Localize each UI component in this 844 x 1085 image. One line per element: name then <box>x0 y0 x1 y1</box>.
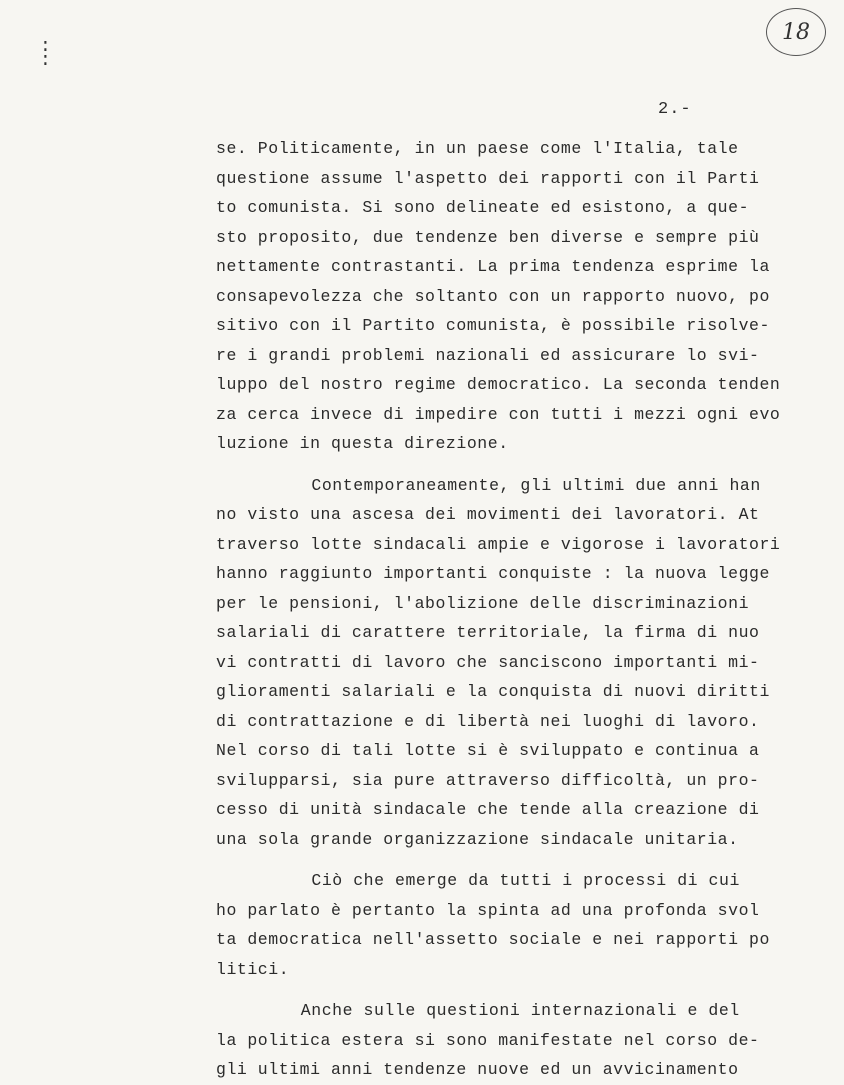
text-line: se. Politicamente, in un paese come l'Italia, tale <box>216 139 739 158</box>
paragraph <box>216 471 781 855</box>
archive-stamp <box>766 8 826 56</box>
text-line: una sola grande organizzazione sindacale unitaria. <box>216 829 739 849</box>
text-line: hanno raggiunto importanti conquiste : la nuova legge <box>216 564 770 583</box>
text-line: questione assume l'aspetto dei rapporti con il Parti <box>216 168 760 188</box>
body-text <box>216 134 781 1085</box>
text-line: glioramenti salariali e la conquista di nuovi diritti <box>216 682 770 701</box>
text-line: Ciò che emerge da tutti i processi di cui <box>311 871 740 890</box>
text-line: re i grandi problemi nazionali ed assicurare lo svi- <box>216 345 760 365</box>
text-line: cesso di unità sindacale che tende alla creazione di <box>216 800 760 819</box>
text-line: za cerca invece di impedire con tutti i mezzi ogni evo <box>216 404 781 424</box>
text-line: to comunista. Si sono delineate ed esistono, a que- <box>216 198 750 217</box>
text-line: per le pensioni, l'abolizione delle discriminazioni <box>216 593 750 613</box>
text-line: Anche sulle questioni internazionali e del <box>300 1001 740 1020</box>
text-line: sto proposito, due tendenze ben diverse e sempre più <box>216 227 760 247</box>
text-line: luzione in questa direzione. <box>216 434 509 453</box>
text-line: traverso lotte sindacali ampie e vigorose i lavoratori <box>216 534 781 554</box>
stamp-number: 18 <box>782 19 810 45</box>
text-line: gli ultimi anni tendenze nuove ed un avvicinamento <box>216 1060 739 1079</box>
text-line: nettamente contrastanti. La prima tendenza esprime la <box>216 257 770 276</box>
text-line: svilupparsi, sia pure attraverso difficoltà, un pro- <box>216 770 760 790</box>
paragraph-gap <box>216 984 756 996</box>
paragraph-gap <box>216 459 756 471</box>
paragraph <box>216 866 770 984</box>
text-line: di contrattazione e di libertà nei luoghi di lavoro. <box>216 711 760 731</box>
text-line: luppo del nostro regime democratico. La seconda tenden <box>216 375 781 394</box>
text-line: litici. <box>216 959 290 979</box>
text-line: la politica estera si sono manifestate nel corso de- <box>216 1030 760 1050</box>
page-number: 2.- <box>658 100 692 119</box>
text-line: no visto una ascesa dei movimenti dei lavoratori. At <box>216 505 760 524</box>
text-line: ta democratica nell'assetto sociale e nei rapporti po <box>216 930 770 949</box>
text-line: Contemporaneamente, gli ultimi due anni han <box>311 475 761 495</box>
text-line: ho parlato è pertanto la spinta ad una profonda svol <box>216 900 760 920</box>
paragraph-gap <box>216 854 756 866</box>
text-line: salariali di carattere territoriale, la firma di nuo <box>216 623 760 642</box>
margin-marks: : : <box>40 37 51 71</box>
text-line: sitivo con il Partito comunista, è possibile risolve- <box>216 316 770 335</box>
text-line: vi contratti di lavoro che sanciscono importanti mi- <box>216 652 760 672</box>
text-line: consapevolezza che soltanto con un rapporto nuovo, po <box>216 286 770 306</box>
paragraph <box>216 134 781 459</box>
paragraph <box>216 996 760 1085</box>
text-line: Nel corso di tali lotte si è sviluppato e continua a <box>216 741 760 760</box>
